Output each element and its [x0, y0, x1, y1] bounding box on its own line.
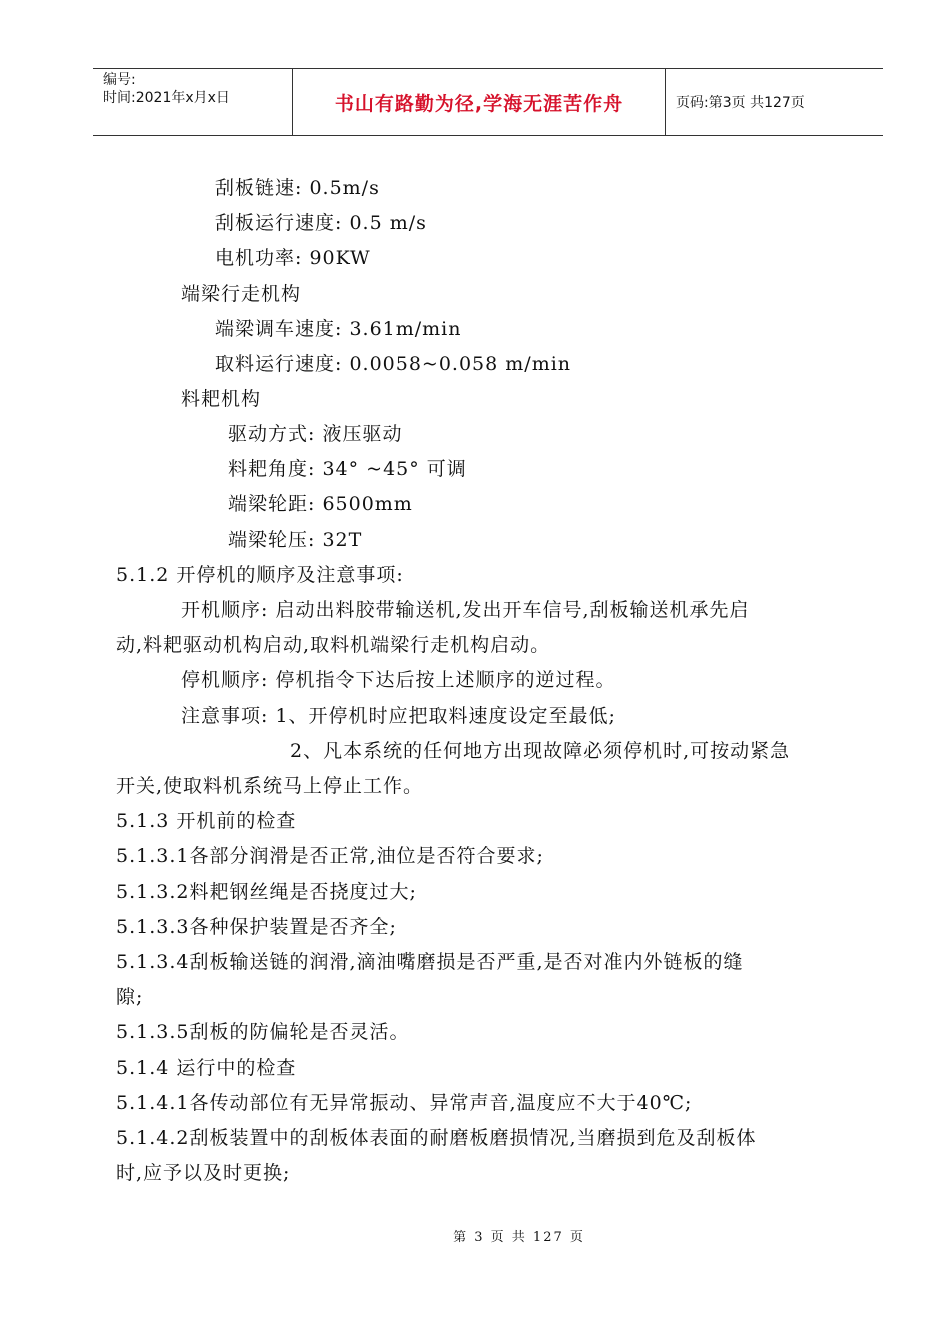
text-line: 端梁轮距: 6500mm [228, 493, 413, 515]
text-line: 料耙角度: 34° ~45° 可调 [228, 458, 467, 480]
section-heading: 5.1.4 运行中的检查 [116, 1057, 297, 1079]
paragraph-line: 停机顺序: 停机指令下达后按上述顺序的逆过程。 [181, 669, 616, 691]
text-line: 电机功率: 90KW [215, 247, 371, 269]
list-item: 5.1.3.1各部分润滑是否正常,油位是否符合要求; [116, 845, 544, 867]
page-header [93, 68, 883, 136]
list-item: 5.1.4.2刮板装置中的刮板体表面的耐磨板磨损情况,当磨损到危及刮板体 [116, 1127, 757, 1149]
section-heading: 5.1.2 开停机的顺序及注意事项: [116, 564, 404, 586]
page-footer [0, 1226, 950, 1245]
paragraph-line: 开关,使取料机系统马上停止工作。 [116, 775, 424, 797]
list-item: 5.1.3.5刮板的防偏轮是否灵活。 [116, 1021, 410, 1043]
header-page-info: 页码:第3页 共127页 [676, 95, 805, 111]
header-meta [93, 69, 293, 135]
list-item: 5.1.4.1各传动部位有无异常振动、异常声音,温度应不大于40℃; [116, 1092, 693, 1114]
time-label: 时间:2021年x月x日 [103, 90, 230, 106]
list-item: 5.1.3.4刮板输送链的润滑,滴油嘴磨损是否严重,是否对准内外链板的缝 [116, 951, 744, 973]
footer-page-number: 第 3 页 共 127 页 [453, 1230, 585, 1245]
number-label: 编号: [103, 72, 136, 88]
text-line: 驱动方式: 液压驱动 [228, 423, 403, 445]
paragraph-line: 动,料耙驱动机构启动,取料机端梁行走机构启动。 [116, 634, 551, 656]
paragraph-line: 开机顺序: 启动出料胶带输送机,发出开车信号,刮板输送机承先启 [181, 599, 750, 621]
list-item: 隙; [116, 986, 144, 1008]
list-item: 5.1.3.2料耙钢丝绳是否挠度过大; [116, 881, 417, 903]
text-line: 端梁调车速度: 3.61m/min [215, 318, 462, 340]
text-line: 端梁轮压: 32T [228, 529, 363, 551]
paragraph-line: 2、凡本系统的任何地方出现故障必须停机时,可按动紧急 [290, 740, 791, 762]
section-heading: 端梁行走机构 [181, 283, 302, 305]
list-item: 5.1.3.3各种保护装置是否齐全; [116, 916, 397, 938]
paragraph-line: 注意事项: 1、开停机时应把取料速度设定至最低; [181, 705, 616, 727]
text-line: 取料运行速度: 0.0058~0.058 m/min [215, 353, 572, 375]
text-line: 刮板链速: 0.5m/s [215, 177, 380, 199]
section-heading: 料耙机构 [181, 388, 262, 410]
header-motto: 书山有路勤为径,学海无涯苦作舟 [293, 69, 666, 135]
section-heading: 5.1.3 开机前的检查 [116, 810, 297, 832]
list-item: 时,应予以及时更换; [116, 1162, 291, 1184]
text-line: 刮板运行速度: 0.5 m/s [215, 212, 427, 234]
